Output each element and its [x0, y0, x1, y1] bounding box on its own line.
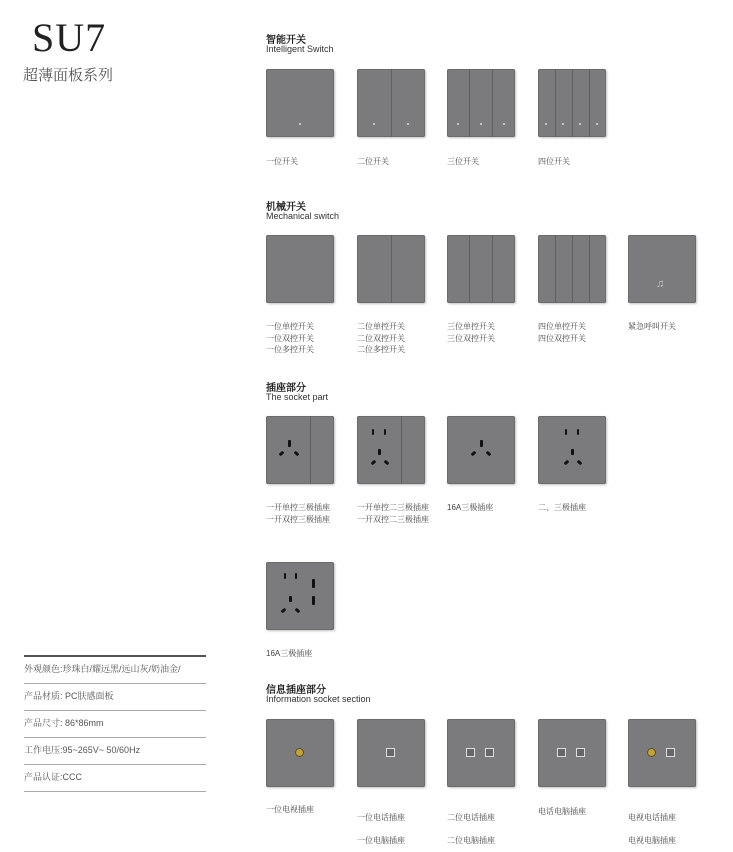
socket-hole [378, 449, 381, 455]
indicator-dot [299, 123, 301, 125]
indicator-dot [596, 123, 598, 125]
port-icon [557, 748, 566, 757]
socket-section-subtitle: The socket part [266, 392, 329, 402]
port-icon [466, 748, 475, 757]
socket-16a-multi [266, 562, 334, 630]
smart-label-1: 一位开关 [266, 157, 298, 166]
spec-color: 外观颜色:珍珠白/耀远黑/远山灰/奶油金/ [24, 657, 206, 684]
phone-socket-1 [357, 719, 425, 787]
switch-1-gang-mechanical [266, 235, 334, 303]
socket-hole [486, 451, 492, 457]
coax-icon [295, 748, 304, 757]
socket-hole [295, 573, 297, 579]
indicator-dot [457, 123, 459, 125]
socket-hole [289, 596, 292, 602]
smart-label-4: 四位开关 [538, 157, 570, 166]
socket-hole [312, 579, 315, 588]
phone-computer-socket [538, 719, 606, 787]
emergency-call-switch [628, 235, 696, 303]
info-label-5: 电视电话插座 电视电脑插座 [628, 813, 676, 845]
socket-hole [372, 429, 374, 435]
info-section-subtitle: Information socket section [266, 694, 371, 704]
socket-switch-2-3pin [357, 416, 425, 484]
socket-label-5: 16A三极插座 [266, 649, 313, 658]
smart-label-3: 三位开关 [447, 157, 479, 166]
series-title: 超薄面板系列 [23, 67, 114, 84]
socket-label-3: 16A三极插座 [447, 503, 494, 512]
socket-hole [281, 608, 287, 614]
indicator-dot [545, 123, 547, 125]
phone-socket-2 [447, 719, 515, 787]
info-label-3: 二位电话插座 二位电脑插座 [447, 813, 495, 845]
switch-3-gang-smart [447, 69, 515, 137]
socket-hole [279, 451, 285, 457]
indicator-dot [407, 123, 409, 125]
socket-hole [371, 460, 377, 466]
spec-list [24, 655, 206, 792]
socket-label-1: 一开单控三极插座 一开双控三极插座 [266, 503, 330, 524]
socket-hole [471, 451, 477, 457]
info-section-title: 信息插座部分 [266, 685, 326, 696]
socket-hole [571, 449, 574, 455]
mechanical-label-2: 二位单控开关 二位双控开关 二位多控开关 [357, 322, 405, 354]
socket-16a-3pin [447, 416, 515, 484]
brand-title: SU7 [32, 15, 107, 60]
smart-section-title: 智能开关 [266, 35, 306, 46]
tv-socket [266, 719, 334, 787]
smart-section-subtitle: Intelligent Switch [266, 44, 334, 54]
coax-icon [647, 748, 656, 757]
socket-section-title: 插座部分 [266, 383, 306, 394]
mechanical-label-5: 紧急呼叫开关 [628, 322, 676, 331]
socket-hole [384, 460, 390, 466]
socket-hole [384, 429, 386, 435]
switch-2-gang-mechanical [357, 235, 425, 303]
mechanical-section-subtitle: Mechanical switch [266, 211, 340, 221]
socket-hole [577, 429, 579, 435]
socket-hole [480, 440, 483, 447]
switch-2-gang-smart [357, 69, 425, 137]
info-label-4: 电话电脑插座 [538, 807, 586, 816]
socket-hole [564, 460, 570, 466]
switch-3-gang-mechanical [447, 235, 515, 303]
socket-hole [288, 440, 291, 447]
indicator-dot [503, 123, 505, 125]
socket-hole [294, 451, 300, 457]
spec-material: 产品材质: PC肤感面板 [24, 684, 206, 711]
spec-voltage: 工作电压:95~265V~ 50/60Hz [24, 738, 206, 765]
socket-label-2: 一开单控二三极插座 一开双控二三极插座 [357, 503, 429, 524]
socket-2-3pin [538, 416, 606, 484]
smart-label-2: 二位开关 [357, 157, 389, 166]
info-label-2: 一位电话插座 一位电脑插座 [357, 813, 405, 845]
mechanical-label-4: 四位单控开关 四位双控开关 [538, 322, 586, 343]
port-icon [576, 748, 585, 757]
socket-hole [577, 460, 583, 466]
spec-certification: 产品认证:CCC [24, 765, 206, 792]
info-label-1: 一位电视插座 [266, 805, 314, 814]
bell-icon: ♫ [656, 278, 665, 290]
mechanical-label-1: 一位单控开关 一位双控开关 一位多控开关 [266, 322, 314, 354]
switch-4-gang-smart [538, 69, 606, 137]
port-icon [666, 748, 675, 757]
indicator-dot [579, 123, 581, 125]
tv-phone-socket [628, 719, 696, 787]
switch-4-gang-mechanical [538, 235, 606, 303]
switch-1-gang-smart [266, 69, 334, 137]
mechanical-section-title: 机械开关 [266, 202, 306, 213]
socket-label-4: 二、三极插座 [538, 503, 586, 512]
indicator-dot [480, 123, 482, 125]
socket-hole [565, 429, 567, 435]
socket-hole [312, 596, 315, 605]
socket-hole [284, 573, 286, 579]
mechanical-label-3: 三位单控开关 三位双控开关 [447, 322, 495, 343]
indicator-dot [373, 123, 375, 125]
socket-hole [295, 608, 301, 614]
socket-switch-3pin [266, 416, 334, 484]
port-icon [485, 748, 494, 757]
port-icon [386, 748, 395, 757]
indicator-dot [562, 123, 564, 125]
spec-size: 产品尺寸: 86*86mm [24, 711, 206, 738]
